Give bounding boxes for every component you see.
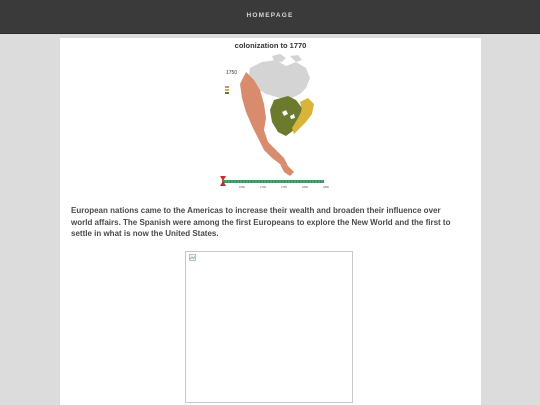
timeline-tick-label: 1850 xyxy=(323,186,329,189)
top-nav-bar xyxy=(0,0,540,34)
legend-swatch-spanish xyxy=(225,86,229,88)
broken-image-icon xyxy=(189,254,196,261)
legend-swatch-french xyxy=(225,92,229,94)
timeline-bar xyxy=(222,180,324,183)
timeline-tick-label: 1650 xyxy=(239,186,245,189)
article-paragraph: European nations came to the Americas to increase their wealth and broaden their influence over world affairs. The Spanish were among the first Europeans to explore the New World and the first to settle in what is now the United States. xyxy=(71,206,451,239)
homepage-link[interactable]: HOMEPAGE xyxy=(246,12,294,19)
colonization-map xyxy=(210,54,335,194)
broken-image xyxy=(185,251,353,403)
central-america xyxy=(280,164,294,176)
content-card xyxy=(60,38,481,405)
map-title: colonization to 1770 xyxy=(234,41,307,50)
legend-swatch-british xyxy=(225,89,229,91)
timeline-tick-label: 1800 xyxy=(302,186,308,189)
timeline-labels xyxy=(239,185,329,189)
timeline-tick-label: 1750 xyxy=(281,186,287,189)
arctic-islands xyxy=(272,54,302,62)
timeline-tick-label: 1700 xyxy=(260,186,266,189)
map-year-label: 1750 xyxy=(226,70,238,76)
